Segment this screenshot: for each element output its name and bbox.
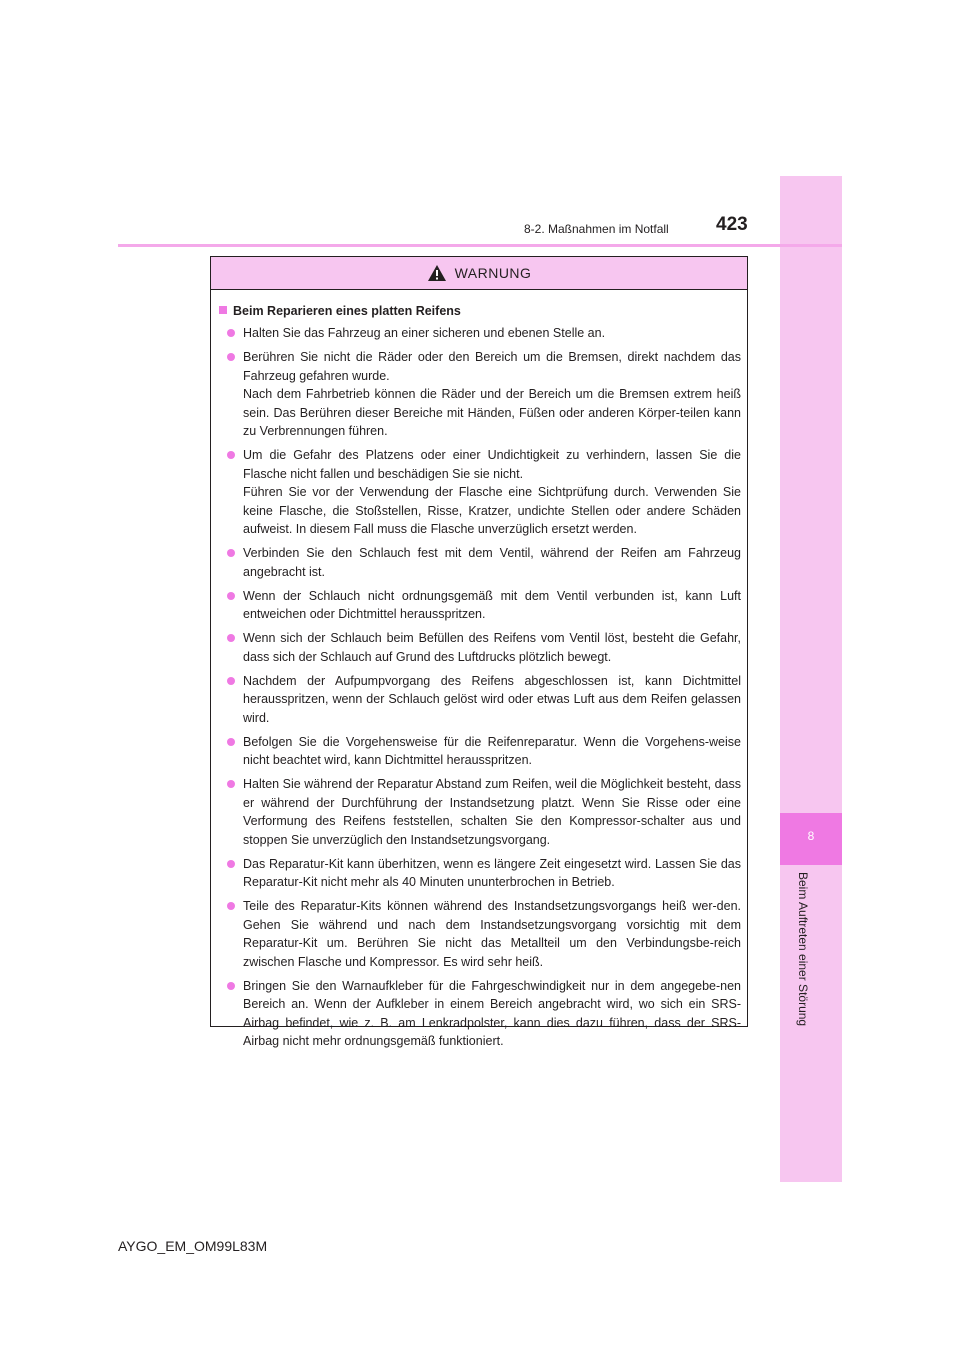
list-item-text: Befolgen Sie die Vorgehensweise für die Reifenreparatur. Wenn die Vorgehens-weise nicht beachtet wird, kann Dichtmittel herausspritzen. bbox=[243, 734, 741, 767]
warning-list bbox=[219, 324, 741, 1051]
chapter-number: 8 bbox=[807, 829, 815, 843]
bullet-dot-icon bbox=[227, 549, 235, 557]
list-item-text: Teile des Reparatur-Kits können während des Instandsetzungsvorgangs heiß wer-den. Gehen Sie während und nach dem Instandsetzungsvorgang vorsichtig mit dem Reparatur-Kit um. Berühren Sie nicht das Metallteil um den Verbindungsbe-reich zwischen Flasche und Kompressor. Es wird sehr heiß. bbox=[243, 899, 741, 969]
page-number: 423 bbox=[716, 214, 748, 235]
chapter-number-block bbox=[780, 813, 842, 865]
list-item-text: Bringen Sie den Warnaufkleber für die Fahrgeschwindigkeit nur in dem angegebe-nen Bereich an. Wenn der Aufkleber in einem Bereich angebracht wird, wo sich ein SRS-Airbag befindet, wie z. B. am Lenkradpolster, kann dies dazu führen, dass der SRS-Airbag nicht mehr ordnungsgemäß funktioniert. bbox=[243, 978, 741, 1048]
bullet-dot-icon bbox=[227, 634, 235, 642]
list-item-text: Halten Sie während der Reparatur Abstand zum Reifen, weil die Möglichkeit besteht, dass er während der Durchführung der Instandsetzung platzt. Wenn Sie Risse oder eine Verformung des Reifens feststellen, schalten Sie den Kompressor-schalter aus und stoppen Sie unverzüglich den Instandsetzungsvorgang. bbox=[243, 777, 741, 847]
list-item bbox=[219, 897, 741, 971]
list-item-text-continued: Führen Sie vor der Verwendung der Flasche eine Sichtprüfung durch. Verwenden Sie keine Flasche, die Stoßstellen, Risse, Kratzer, undichte Stellen oder andere Schäden aufweist. In diesem Fall muss die Flasche unverzüglich ersetzt werden. bbox=[243, 485, 741, 536]
list-item-text: Um die Gefahr des Platzens oder einer Undichtigkeit zu verhindern, lassen Sie die Flasche nicht fallen und beschädigen Sie sie nicht. bbox=[243, 448, 741, 481]
list-item-text: Berühren Sie nicht die Räder oder den Bereich um die Bremsen, direkt nachdem das Fahrzeug gefahren wurde. bbox=[243, 350, 741, 383]
bullet-dot-icon bbox=[227, 780, 235, 788]
list-item bbox=[219, 324, 741, 343]
list-item-text: Verbinden Sie den Schlauch fest mit dem Ventil, während der Reifen am Fahrzeug angebracht ist. bbox=[243, 546, 741, 579]
bullet-dot-icon bbox=[227, 860, 235, 868]
bullet-dot-icon bbox=[227, 329, 235, 337]
warning-body bbox=[211, 290, 747, 1051]
warning-triangle-icon bbox=[427, 264, 447, 282]
list-item-text: Nachdem der Aufpumpvorgang des Reifens abgeschlossen ist, kann Dichtmittel herausspritzen, wenn der Schlauch gelöst wird oder etwas Luft aus dem Reifen gelassen wird. bbox=[243, 673, 741, 725]
list-item-text: Halten Sie das Fahrzeug an einer sicheren und ebenen Stelle an. bbox=[243, 326, 606, 340]
list-item bbox=[219, 544, 741, 581]
list-item bbox=[219, 348, 741, 441]
header-divider bbox=[118, 244, 842, 247]
list-item bbox=[219, 733, 741, 770]
list-item bbox=[219, 587, 741, 624]
warning-header bbox=[211, 257, 747, 290]
bullet-dot-icon bbox=[227, 353, 235, 361]
list-item bbox=[219, 629, 741, 666]
bullet-dot-icon bbox=[227, 902, 235, 910]
chapter-title: Beim Auftreten einer Störung bbox=[796, 872, 810, 1027]
list-item bbox=[219, 672, 741, 728]
warning-label: WARNUNG bbox=[454, 265, 532, 281]
warning-heading bbox=[219, 304, 741, 318]
bullet-dot-icon bbox=[227, 982, 235, 990]
bullet-dot-icon bbox=[227, 677, 235, 685]
square-bullet-icon bbox=[219, 306, 227, 314]
warning-box bbox=[210, 256, 748, 1048]
list-item-text: Das Reparatur-Kit kann überhitzen, wenn es längere Zeit eingesetzt wird. Lassen Sie das Reparatur-Kit nicht mehr als 40 Minuten ununterbrochen in Betrieb. bbox=[243, 856, 741, 889]
list-item-text: Wenn sich der Schlauch beim Befüllen des Reifens vom Ventil löst, besteht die Gefahr, dass sich der Schlauch auf Grund des Luftdrucks plötzlich bewegt. bbox=[243, 631, 741, 664]
list-item bbox=[219, 855, 741, 892]
warning-heading-text: Beim Reparieren eines platten Reifens bbox=[233, 304, 461, 318]
bullet-dot-icon bbox=[227, 738, 235, 746]
bullet-dot-icon bbox=[227, 451, 235, 459]
list-item-text: Wenn der Schlauch nicht ordnungsgemäß mit dem Ventil verbunden ist, kann Luft entweichen oder Dichtmittel herausspritzen. bbox=[243, 588, 741, 621]
bullet-dot-icon bbox=[227, 592, 235, 600]
list-item bbox=[219, 775, 741, 849]
document-code: AYGO_EM_OM99L83M bbox=[118, 1238, 268, 1254]
list-item bbox=[219, 446, 741, 539]
section-title: 8-2. Maßnahmen im Notfall bbox=[524, 222, 669, 236]
list-item-text-continued: Nach dem Fahrbetrieb können die Räder und der Bereich um die Bremsen extrem heiß sein. Das Berühren dieser Bereiche mit Händen, Füßen oder anderen Körper-teilen kann zu Verbrennungen führen. bbox=[243, 387, 741, 438]
list-item bbox=[219, 977, 741, 1051]
